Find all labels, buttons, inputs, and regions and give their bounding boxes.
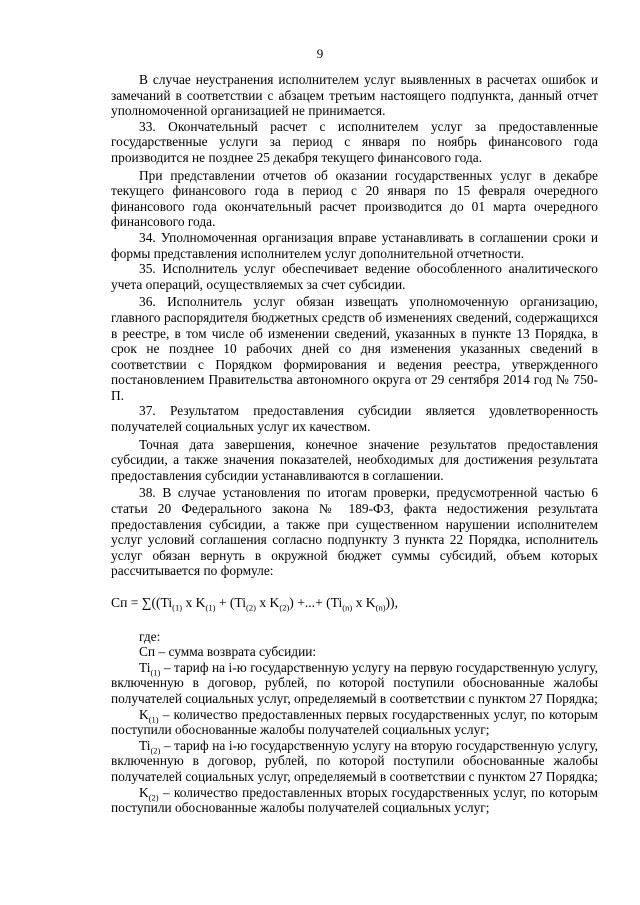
refund-formula: Сп = $\sum((Ti_{(1)}$ x $K_{(1)} + (Ti_{(2)}$ x $K_{(2)}$) +...+ ($Ti_{(n)}$ x $K_{(n)}$)),: [111, 595, 398, 613]
definition-ti1: $Ti_{(1)}$ – тариф на i-ю государственную услугу на первую государственную услугу, включенную в договор, рублей, по которой поступили обоснованные жалобы получателей социальных услуг, определяемый в соответствии с пунктом 27 Порядка;: [111, 659, 598, 706]
document-body: [111, 72, 598, 816]
paragraph: При представлении отчетов об оказании государственных услуг в декабре текущего финансового года в период с 20 января по 15 февраля очередного финансового года окончательный расчет производится до 01 марта очередного финансового года.: [111, 167, 598, 230]
definition-sp: Сп – сумма возврата субсидии:: [139, 644, 317, 660]
paragraph-35: 35. Исполнитель услуг обеспечивает ведение обособленного аналитического учета операций, осуществляемых за счет субсидии.: [111, 261, 598, 292]
paragraph-33: 33. Окончательный расчет с исполнителем услуг за предоставленные государственные услуги за период с января по ноябрь финансового года производится не позднее 25 декабря текущего финансового года.: [111, 118, 598, 165]
where-label: где:: [139, 628, 161, 644]
page-number: 9: [316, 46, 324, 61]
paragraph-38: 38. В случае установления по итогам проверки, предусмотренной частью 6 статьи 20 Федерального закона № 189-ФЗ, факта недостижения результата предоставления субсидии, а также при существенном нарушении исполнителем услуг условий соглашения согласно подпункту 3 пункта 22 Порядка, исполнитель услуг обязан вернуть в окружной бюджет суммы субсидий, объем которых рассчитывается по формуле:: [111, 485, 598, 579]
paragraph: Точная дата завершения, конечное значение результатов предоставления субсидии, а также значения показателей, необходимых для достижения результата предоставления субсидии устанавливаются в соглашении.: [111, 436, 598, 483]
paragraph: В случае неустранения исполнителем услуг выявленных в расчетах ошибок и замечаний в соответствии с абзацем третьим настоящего подпункта, данный отчет уполномоченной организацией не принимается.: [111, 72, 598, 119]
paragraph-34: 34. Уполномоченная организация вправе устанавливать в соглашении сроки и формы представления исполнителем услуг дополнительной отчетности.: [111, 229, 598, 261]
definition-ti2: $Ti_{(2)}$ – тариф на i-ю государственную услугу на вторую государственную услугу, включенную в договор, рублей, по которой поступили обоснованные жалобы получателей социальных услуг, определяемый в соответствии с пунктом 27 Порядка;: [111, 737, 598, 784]
definition-k1: $K_{(1)}$ – количество предоставленных первых государственных услуг, по которым поступили обоснованные жалобы получателей социальных услуг;: [111, 706, 598, 738]
paragraph-36: 36. Исполнитель услуг обязан извещать уполномоченную организацию, главного распорядителя бюджетных средств об изменениях сведений, содержащихся в реестре, в том числе об изменении сведений, указанных в пункте 13 Порядка, в срок не позднее 10 рабочих дней со дня изменения указанных сведений в соответствии с Порядком формирования и ведения реестра, утвержденного постановлением Правительства автономного округа от 29 сентября 2014 год № 750-П.: [111, 294, 598, 403]
paragraph-37: 37. Результатом предоставления субсидии является удовлетворенность получателей социальных услуг их качеством.: [111, 403, 598, 435]
definition-k2: $K_{(2)}$ – количество предоставленных вторых государственных услуг, по которым поступили обоснованные жалобы получателей социальных услуг;: [111, 784, 598, 816]
